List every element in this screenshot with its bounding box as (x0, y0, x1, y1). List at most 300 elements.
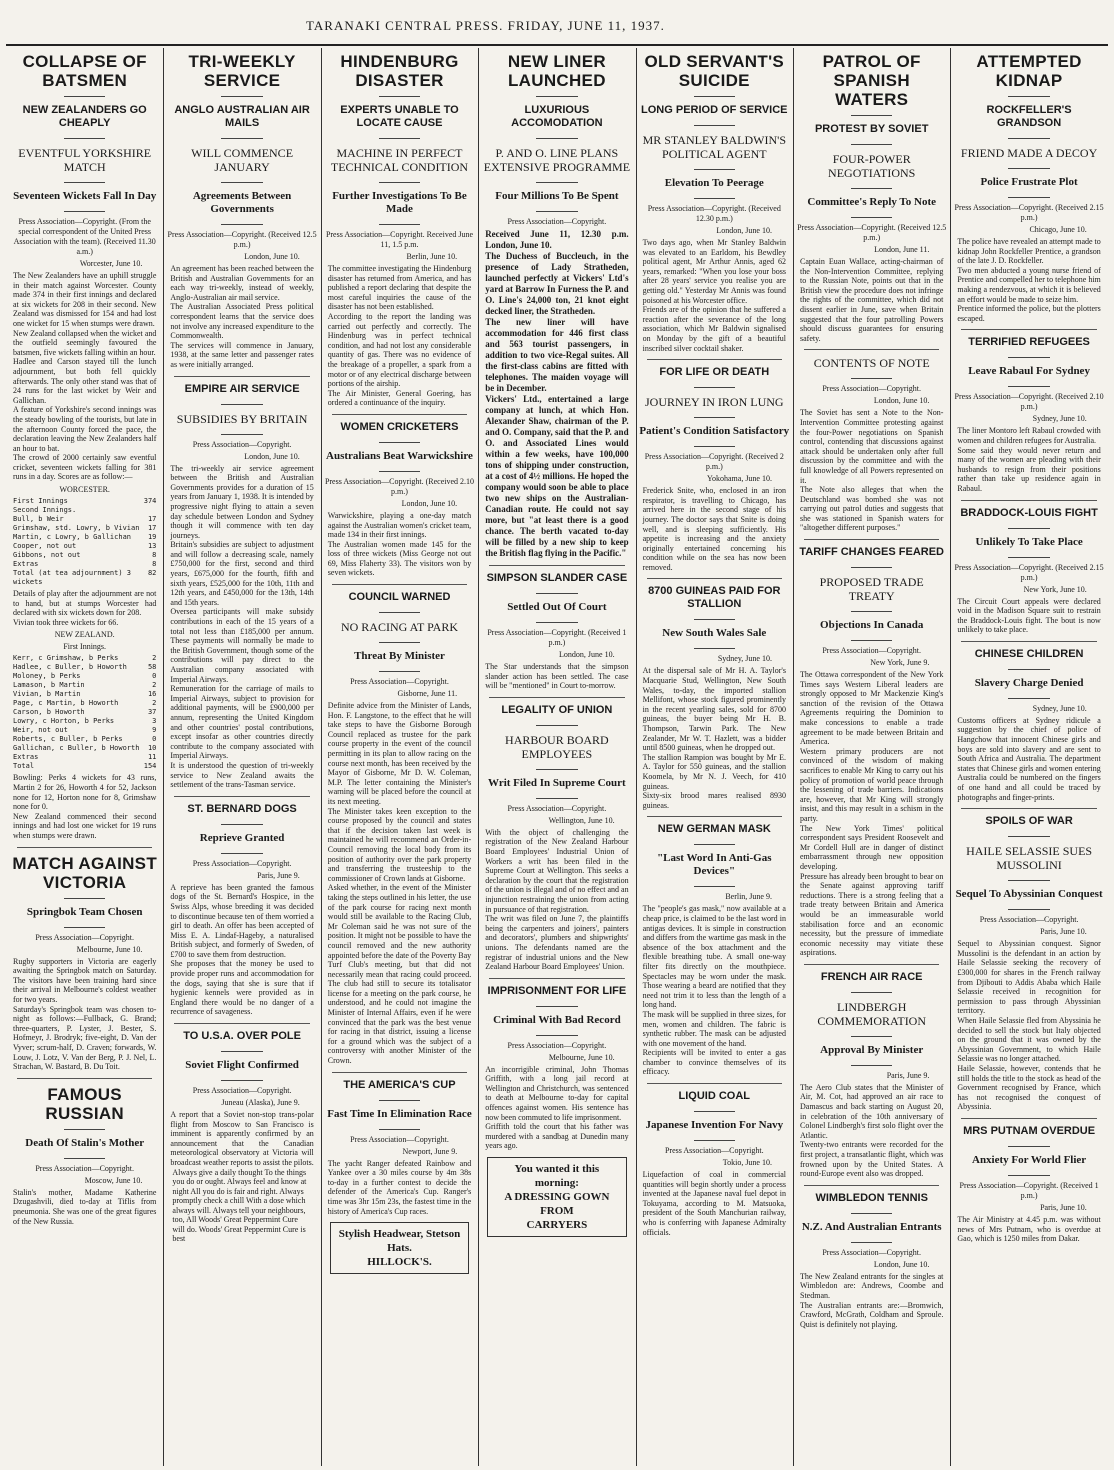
deck-headline: New South Wales Sale (662, 627, 767, 640)
score-row (13, 506, 156, 515)
divider (9, 178, 160, 186)
article-paragraph: At the dispersal sale of Mr H. A. Taylor's Macquarie Stud, Wellington, New South Wales, to-day, the imported stallion Mellifont, whose stock figured prominently in the recent yearling sales, sold for 8700 guineas, the buyer being Mr H. B. Thompson, Tarwin Park. The New Zealander, Mr W. T. Hazlett, was a bidder until 8500 guineas, when he dropped out. (642, 666, 786, 753)
section-label: WORCESTER. (59, 485, 110, 495)
score-value: 2 (152, 681, 157, 690)
column-2 (166, 48, 317, 1466)
subheadline: JOURNEY IN IRON LUNG (645, 395, 784, 410)
subheadline: LONG PERIOD OF SERVICE (641, 104, 788, 116)
deck-headline: Settled Out Of Court (507, 601, 607, 613)
divider (166, 220, 317, 228)
divider (324, 438, 475, 446)
score-label: Gallichan, c Buller, b Howorth (13, 744, 140, 753)
headline: ATTEMPTED KIDNAP (976, 52, 1082, 90)
article-paragraph: Received June 11, 12.30 p.m. London, June 10. (485, 229, 629, 250)
score-value: 16 (147, 690, 157, 699)
column-6 (796, 48, 947, 1466)
article-paragraph: The "people's gas mask," now available at a cheap price, is claimed to be the last word in antigas devices. It is simple in construction and differs from the wartime gas mask in the absence of the box attachment and the flexible breathing tube. A small one-way filter fits directly on the mouthpiece. Spectacles may be worn under the mask. Those wearing a beard are notified that they need not trim it to less than the length of a long hand. (642, 904, 786, 1010)
score-label: Extras (13, 753, 39, 762)
score-value: 8 (152, 560, 157, 569)
divider (953, 193, 1104, 201)
score-value: 8 (152, 551, 157, 560)
deck-headline: Seventeen Wickets Fall In Day (13, 190, 157, 202)
divider (796, 374, 947, 382)
ad-line: HILLOCK'S. (367, 1256, 432, 1269)
score-label: Hadlee, c Buller, b Howorth (13, 663, 127, 672)
byline: Press Association—Copyright. (192, 439, 292, 449)
column-rule (636, 48, 637, 1466)
article-paragraph: Vickers' Ltd., entertained a large company at lunch, at which Hon. Alexander Shaw, chairman of the P. and O. Company, said that the P. and O. and Associated Lines would within a few weeks, have 100,000 tons of shipping under construction, at a cost of 4½ millions. He hoped the company would soon be able to place two new ships on the Australian-Canadian route. He could not say more, but "at least there is a good chance. The berth vacated to-day will be filled by a new ship to keep the British flag flying in the Pacific." (485, 394, 629, 558)
divider (639, 1136, 790, 1144)
score-row (13, 497, 156, 506)
article-paragraph: The new liner will have accommodation for 446 first class and 563 tourist passengers, in addition to two vice-Regal suites. All the first-class cabins are fitted with telephones. The maiden voyage will be in December. (485, 317, 629, 393)
score-row (13, 663, 156, 672)
byline: Press Association—Copyright. (Received 2.15 p.m.) (954, 562, 1104, 582)
divider (324, 638, 475, 646)
article-paragraph: The Star understands that the simpson slander action has been settled. The case will be "mentioned" in Court to-morrow. (485, 662, 629, 691)
divider (481, 207, 632, 215)
divider (9, 1125, 160, 1133)
subheadline: CHINESE CHILDREN (974, 647, 1084, 660)
headline: COLLAPSE OF BATSMEN (22, 52, 147, 90)
subheadline: BRADDOCK-LOUIS FIGHT (960, 506, 1098, 519)
dateline: Paris, June 9. (257, 870, 300, 880)
divider (639, 413, 790, 421)
dateline: London, June 10. (716, 226, 772, 235)
article-paragraph: The yacht Ranger defeated Rainbow and Yankee over a 30 miles course by 4m 38s to-day in a further contest to decide the defender of the America's Cup. Ranger's time was 3hr 15m 23s, the fastest time in the history of America's Cup races. (327, 1158, 472, 1216)
article-paragraph: The services will commence in January, 1938, at the same letter and passenger rates as were initially arranged. (170, 340, 314, 369)
article-paragraph: The writ was filed on June 7, the plaintiffs being the carpenters and joiners', painters and decorators', plumbers and shipwrights' unions. The defendants named are the registrar of industrial unions and the New Zealand Harbour Board Employees' Union. (485, 914, 629, 972)
headline: TRI-WEEKLY SERVICE (188, 52, 296, 90)
article-paragraph: Remuneration for the carriage of mails to Imperial Airways, subject to provision for additional payments, will be £900,000 per annum, representing the United Kingdom and other countries' postal contributions, except insofar as other countries directly contribute to the company associated with Imperial Airways. (170, 684, 314, 761)
divider (639, 92, 790, 100)
subheadline: TARIFF CHANGES FEARED (799, 546, 945, 559)
subheadline: MRS PUTNAM OVERDUE (963, 1124, 1096, 1137)
divider (639, 383, 790, 391)
newspaper-page (6, 4, 1108, 1466)
article-paragraph: Haile Selassie, however, contends that he still holds the title to the stock as head of the Government recognised by France, which has not recognised the conquest of Abyssinia. (957, 1063, 1101, 1112)
divider (481, 134, 632, 142)
article-paragraph: New Zealand collapsed when the wicket and the outfield seemingly favoured the batsmen, five wickets falling within an hour. (13, 328, 157, 357)
subheadline: LUXURIOUS ACCOMODATION (511, 104, 603, 129)
subheadline: FOR LIFE OR DEATH (659, 366, 770, 379)
score-list (9, 654, 160, 771)
divider (166, 134, 317, 142)
dateline: Gisborne, June 11. (397, 689, 458, 699)
byline: Press Association—Copyright. (35, 932, 135, 942)
deck-headline: Death Of Stalin's Mother (25, 1136, 145, 1149)
divider (953, 665, 1104, 673)
article-paragraph: Two men abducted a young nurse friend of Prentice and compelled her to telephone him making a rendezvous, at which it is believed an effort would be made to seize him. (957, 265, 1101, 304)
section-rule (489, 978, 624, 979)
article-paragraph: The crowd of 2000 certainly saw eventful cricket, seventeen wickets falling for 381 runs in a day. Scores are as follow:— (13, 453, 157, 482)
score-value: 0 (152, 735, 157, 744)
deck-headline: Objections In Canada (820, 619, 924, 632)
column-rule (793, 48, 794, 1466)
column-rule (321, 48, 322, 1466)
deck-headline: Police Frustrate Plot (980, 176, 1078, 188)
byline: Press Association—Copyright. (507, 1040, 607, 1050)
section-rule (647, 578, 782, 579)
dateline: Sydney, June 10. (1032, 703, 1087, 713)
score-row (13, 533, 156, 542)
score-row (13, 753, 156, 762)
dateline: Sydney, June 10. (1032, 414, 1087, 424)
score-row (13, 672, 156, 681)
subheadline: NO RACING AT PARK (340, 620, 458, 635)
ad-line: You wanted it this morning: (514, 1163, 600, 1190)
dateline: London, June 10. (401, 498, 458, 508)
divider (324, 92, 475, 100)
column-4 (481, 48, 632, 1466)
score-value: 19 (147, 533, 157, 542)
byline: Press Association—Copyright. (Received 1 p.m.) (959, 1180, 1099, 1200)
score-label: Page, c Martin, b Howorth (13, 699, 119, 708)
article-paragraph: The police have revealed an attempt made to kidnap John Rockfeller Prentice, a grandson of the late J. D. Rockfeller. (957, 237, 1101, 266)
columns (6, 48, 1108, 1466)
divider (9, 923, 160, 931)
article-paragraph: Definite advice from the Minister of Lands, Hon. F. Langstone, to the effect that he will take steps to have the Gisborne Borough Council replaced as trustee for the park course property in the event of the council permitting in its plan to allow racing on the course next month, has been received by the Mayor of Gisborne, Mr D. W. Coleman, M.P. The letter containing the Minister's warning will be placed before the council at its next meeting. (327, 701, 472, 806)
article-paragraph: A reprieve has been granted the famous dogs of the St. Bernard's Hospice, in the Swiss Alps, whose breeding it was decided to discontinue because ten of them worried a girl to death. An offer has been accepted of Miss E. A. Lindaf-Hageby, a naturalised British subject, and formerly of Sweden, of £700 to save them from destruction. (170, 882, 314, 959)
article-paragraph: Some said they would never return and many of the women are pleading with their husbands to resign from their positions rather than take up residence again in Rabaul. (957, 445, 1101, 493)
byline: Press Association—Copyright. (Received 1 p.m.) (487, 628, 627, 647)
article-paragraph: Warwickshire, playing a one-day match against the Australian women's cricket team, made 134 in their first innings. (327, 510, 472, 540)
dateline: Sydney, June 10. (717, 654, 772, 664)
divider (796, 636, 947, 644)
score-row (13, 762, 156, 771)
article-paragraph: Liquefaction of coal in commercial quantities will begin shortly under a process invented at the Japanese naval fuel depot in Tokuyama, according to M. Matsuoka, president of the South Manchurian railway, who is conferring with Japanese Admiralty officials. (642, 1170, 786, 1237)
column-rule (478, 48, 479, 1466)
score-row (13, 654, 156, 663)
score-value: 11 (147, 753, 157, 762)
score-row (13, 551, 156, 560)
subheadline: NEW GERMAN MASK (657, 823, 771, 836)
byline: Press Association—Copyright. (979, 915, 1079, 925)
article-paragraph: An agreement has been reached between the British and Australian Governments for an each way tri-weekly, instead of weekly, Anglo-Australian air mail service. (170, 264, 314, 302)
score-label: Total (at tea adjournment) 3 wickets (13, 569, 132, 587)
divider (166, 178, 317, 186)
divider (166, 430, 317, 438)
deck-headline: Sequel To Abyssinian Conquest (955, 888, 1103, 901)
divider (953, 905, 1104, 913)
article-paragraph: Friends are of the opinion that he suffered a reaction after the severance of the long association, which Mr Baldwin signalised on Monday by the gift of a beautiful inscribed silver cocktail shaker. (642, 305, 786, 353)
score-value: 2 (152, 654, 157, 663)
section-rule (332, 584, 467, 585)
article-paragraph: Details of play after the adjournment are not to hand, but at stumps Worcester had declared with six wickets down for 208. (13, 589, 157, 618)
deck-headline: Australians Beat Warwickshire (326, 449, 473, 462)
section-rule (961, 808, 1096, 809)
article-paragraph: Griffith told the court that his father was murdered with a sandbag at Dunedin many years ago. (485, 1122, 629, 1151)
score-row (13, 524, 156, 533)
article-paragraph: The Note also alleges that when the Deutschland was bombed she was not carrying out patrol duties and suggests that she was stationed in Spanish waters for "altogether different purposes." (800, 485, 944, 533)
byline: Press Association—Copyright. (664, 1146, 764, 1156)
article-paragraph: The Ottawa correspondent of the New York Times says Western Liberal leaders are strongly opposed to Mr Mackenzie King's sanction of the revision of the Ottawa Agreements requiring the Dominion to make concessions to enable a trade agreement to be made between Britain and America. (800, 670, 944, 747)
score-label: Gibbons, not out (13, 551, 81, 560)
subheadline: EXPERTS UNABLE TO LOCATE CAUSE (340, 104, 459, 129)
subheadline: PROPOSED TRADE TREATY (819, 575, 924, 604)
subheadline: IMPRISONMENT FOR LIFE (487, 984, 627, 997)
headline: HINDENBURG DISASTER (340, 52, 459, 90)
divider (9, 134, 160, 142)
divider (166, 820, 317, 828)
divider (953, 164, 1104, 172)
divider (166, 400, 317, 408)
dateline: Berlin, June 10. (406, 252, 458, 261)
dateline: New York, June 10. (1023, 584, 1087, 594)
deck-headline: "Last Word In Anti-Gas Devices" (657, 852, 772, 878)
section-rule (647, 359, 782, 360)
divider (953, 92, 1104, 100)
byline: Press Association—Copyright. (192, 1086, 292, 1096)
article-paragraph: Vivian took three wickets for 66. (13, 617, 119, 627)
subheadline: LIQUID COAL (678, 1090, 751, 1103)
divider (953, 553, 1104, 561)
deck-headline: Threat By Minister (354, 650, 445, 663)
byline: Press Association—Copyright. (Received 12.30 p.m.) (647, 204, 781, 223)
dateline: London, June 10. (244, 451, 300, 461)
headline: OLD SERVANT'S SUICIDE (644, 52, 785, 90)
score-label: Extras (13, 560, 39, 569)
subheadline: FOUR-POWER NEGOTIATIONS (828, 152, 916, 180)
divider (953, 1171, 1104, 1179)
subheadline: COUNCIL WARNED (348, 591, 451, 604)
score-label: Cooper, not out (13, 542, 77, 551)
ad-line: Stylish Headwear, Stetson Hats. (338, 1228, 461, 1255)
divider (796, 111, 947, 119)
score-label: Grimshaw, std. Lowry, b Vivian (13, 524, 140, 533)
column-5 (639, 48, 790, 1466)
section-label: First Innings. (63, 642, 107, 652)
divider (324, 1096, 475, 1104)
score-row (13, 726, 156, 735)
advertisement (330, 1222, 469, 1274)
divider (481, 618, 632, 626)
byline: Press Association—Copyright. (350, 677, 449, 687)
ad-line: A DRESSING GOWN (504, 1191, 610, 1204)
deck-headline: Anxiety For World Flier (972, 1153, 1087, 1166)
score-label: Bull, b Weir (13, 515, 64, 524)
dateline: Newport, June 9. (402, 1146, 458, 1156)
article-paragraph: The Soviet has sent a Note to the Non-Intervention Committee protesting against the four-Power negotiations on Spanish control, contending that discussions against attack should be undertaken only after full discussion by the committee and with the full knowledge of all Powers represented on it. (800, 408, 944, 485)
article-paragraph: She proposes that the money be used to provide proper runs and accommodation for the dogs, saying that she is sure that if hygienic kennels were provided as in England there would be no danger of a recurrence of savageness. (170, 959, 314, 1017)
score-value: 2 (152, 699, 157, 708)
divider (324, 467, 475, 475)
byline: Press Association—Copyright. (Received 12.5 p.m.) (167, 230, 317, 249)
subheadline: FRENCH AIR RACE (820, 970, 923, 983)
deck-headline: Criminal With Bad Record (493, 1013, 621, 1026)
dateline: Moscow, June 10. (84, 1175, 143, 1185)
divider (953, 832, 1104, 840)
article-paragraph: The Australian Associated Press political correspondent learns that the service does not involve any increased expenditure to the Commonwealth. (170, 302, 314, 341)
masthead-text: TARANAKI CENTRAL PRESS. FRIDAY, JUNE 11, 1937. (306, 18, 665, 33)
subheadline: 8700 GUINEAS PAID FOR STALLION (648, 585, 781, 611)
divider (953, 353, 1104, 361)
subheadline: NEW ZEALANDERS GO CHEAPLY (22, 104, 147, 129)
deck-headline: Agreements Between Governments (192, 190, 292, 215)
ad-line: FROM (540, 1205, 574, 1218)
divider (953, 876, 1104, 884)
subheadline: SUBSIDIES BY BRITAIN (176, 411, 308, 426)
section-rule (17, 1078, 152, 1079)
divider (166, 1076, 317, 1084)
subheadline: HARBOUR BOARD EMPLOYEES (505, 732, 609, 761)
subheadline: LINDBERGH COMMEMORATION (817, 999, 927, 1028)
deck-headline: Four Millions To Be Spent (495, 190, 619, 202)
subheadline: MACHINE IN PERFECT TECHNICAL CONDITION (330, 146, 469, 174)
article-paragraph: Frederick Snite, who, enclosed in an iron respirator, is travelling to Chicago, has arrived here in the second stage of his journey. The doctor says that Snite is doing well, and is sleeping sufficiently. His appetite is increasing and the anxiety originally entertained concerning his condition while on the sea has now been removed. (642, 486, 786, 572)
dateline: Wellington, June 10. (548, 815, 615, 825)
dateline: Tokio, June 10. (722, 1158, 772, 1168)
article-paragraph: The Air Minister, General Goering, has ordered a continuance of the inquiry. (327, 388, 472, 408)
subheadline: SIMPSON SLANDER CASE (486, 572, 628, 584)
dateline: London, June 10. (559, 650, 615, 659)
score-row (13, 744, 156, 753)
section-rule (332, 1072, 467, 1073)
byline: Press Association—Copyright. (507, 217, 607, 226)
score-row (13, 699, 156, 708)
headline: PATROL OF SPANISH WATERS (822, 52, 921, 109)
dateline: Juneau (Alaska), June 9. (221, 1098, 300, 1108)
article-paragraph: Western primary producers are not convinced of the wisdom of making sacrifices to enable Mr King to carry out his policy of promotion of world peace through the lessening of trade barriers. Indications are, however, that Mr King will strongly insist, and this may result in a schism in the party. (800, 746, 944, 823)
dateline: London, June 10. (244, 252, 300, 261)
dateline: Berlin, June 9. (725, 892, 772, 902)
score-label: Total (13, 762, 35, 771)
divider (481, 178, 632, 186)
subheadline: MR STANLEY BALDWIN'S POLITICAL AGENT (642, 133, 786, 161)
section-label: NEW ZEALAND. (54, 630, 115, 640)
score-value: 82 (147, 569, 157, 578)
article-paragraph: With the object of challenging the registration of the New Zealand Harbour Board Employees' Industrial Union of Workers a writ has been filed in the Supreme Court at Wellington. This seeks a declaration by the court that the registration of the union is illegal and of no effect and an injunction restraining the union from acting in pursuance of that registration. (485, 827, 629, 914)
score-label: Kerr, c Grimshaw, b Perks (13, 654, 119, 663)
column-3 (324, 48, 475, 1466)
divider (796, 1238, 947, 1246)
divider (481, 794, 632, 802)
divider (324, 134, 475, 142)
score-list (9, 497, 160, 587)
byline: Press Association—Copyright. (Received 2.10 p.m.) (324, 476, 475, 496)
score-label: Weir, not out (13, 726, 68, 735)
subheadline: EVENTFUL YORKSHIRE MATCH (18, 146, 152, 174)
score-label: Carson, b Howorth (13, 708, 85, 717)
score-row (13, 542, 156, 551)
score-row (13, 560, 156, 569)
article-paragraph: New Zealand commenced their second innings and had lost one wicket for 19 runs when stumps were drawn. (13, 811, 157, 840)
byline: Press Association—Copyright. (Received 12.5 p.m.) (797, 223, 947, 242)
subheadline: ANGLO AUSTRALIAN AIR MAILS (174, 104, 310, 129)
score-row (13, 735, 156, 744)
column-1 (9, 48, 160, 1466)
column-7 (953, 48, 1104, 1466)
column-rule (950, 48, 951, 1466)
section-rule (174, 796, 309, 797)
subheadline: PROTEST BY SOVIET (814, 123, 929, 135)
article-paragraph: An incorrigible criminal, John Thomas Griffith, with a long jail record at Wellington and Christchurch, was sentenced to death at Melbourne to-day for capital offences against women. His sentence has now been commuted to life imprisonment. (485, 1064, 629, 1122)
divider (639, 882, 790, 890)
score-label: Moloney, b Perks (13, 672, 81, 681)
deck-headline: Further Investigations To Be Made (332, 190, 467, 215)
section-rule (647, 816, 782, 817)
score-value: 3 (152, 717, 157, 726)
deck-headline: Elevation To Peerage (664, 177, 764, 189)
score-label: First Innings (13, 497, 68, 506)
score-row (13, 569, 156, 587)
score-row (13, 708, 156, 717)
divider (481, 92, 632, 100)
section-rule (174, 1023, 309, 1024)
article-paragraph: The New Zealand entrants for the singles at Wimbledon are: Andrews, Coombe and Stedman. (800, 1271, 944, 1300)
article-paragraph: Sixty-six brood mares realised 8930 guineas. (642, 791, 786, 810)
byline: Press Association—Copyright. (192, 858, 292, 868)
subheadline: SPOILS OF WAR (985, 815, 1073, 828)
subheadline: P. AND O. LINE PLANS EXTENSIVE PROGRAMME (483, 146, 631, 174)
headline: MATCH AGAINST VICTORIA (12, 853, 157, 892)
score-value: 13 (147, 542, 157, 551)
subheadline: WIMBLEDON TENNIS (815, 1191, 928, 1204)
subheadline: ST. BERNARD DOGS (187, 802, 297, 815)
score-value: 10 (147, 744, 157, 753)
byline: Press Association—Copyright. (822, 384, 922, 394)
article-paragraph: Saturday's Springbok team was chosen to-night as follows:—Fullback, G. Brand; three-quarters, P. Lyster, J. Bester, S. Hofmeyr, J. Brodryk; five-eight, D. Van der Vyver; scrum-half, D. Craven; forwards, W. Louw, J. Lotz, V. Van der Berg, P. J. Nel, L. Strachan, W. Bastard, B. Du Toit. (13, 1004, 157, 1072)
section-rule (489, 565, 624, 566)
article-paragraph: The Minister takes keen exception to the course proposed by the council and states that if the decision taken last week is maintained he will recommend an Order-in-Council removing the local body from its position of authority over the park property and transferring the trusteeship to the commissioner of Crown lands at Gisborne. (327, 806, 472, 883)
article-paragraph: Hadlee and Carson stayed till the lunch adjournment, but both fell quickly afterwards. The only other stand was that of 24 runs for the last wicket by Weir and Gallichan. (13, 357, 157, 405)
article-paragraph: Twenty-two entrants were recorded for the first project, a transatlantic flight, which was frowned upon by the United States. A round-Europe event also was dropped. (800, 1140, 944, 1179)
article-paragraph: The New Zealanders have an uphill struggle in their match against Worcester. County made 374 in their first innings and declared at six wickets for 208 in their second. New Zealand was dismissed for 154 and had lost one wicket for 15 when stumps were drawn. (13, 271, 157, 328)
byline: Press Association—Copyright. (From the special correspondent of the United Press Association with the team). (Received 11.30 a.m.) (13, 217, 156, 256)
divider (9, 894, 160, 902)
section-rule (961, 500, 1096, 501)
dateline: Melbourne, June 10. (76, 944, 143, 954)
article-paragraph: The mask will be supplied in three sizes, for men, women and children. The fabric is synthetic rubber. The mask can be adjusted with one movement of the hand. (642, 1009, 786, 1048)
divider (639, 644, 790, 652)
divider (9, 1154, 160, 1162)
byline: Press Association—Copyright. (35, 1163, 135, 1173)
deck-headline: Leave Rabaul For Sydney (968, 365, 1090, 378)
deck-headline: Unlikely To Take Place (975, 535, 1083, 548)
subheadline: THE AMERICA'S CUP (343, 1078, 456, 1091)
article-paragraph: Oversea participants will make subsidy contributions in each of the 15 years of a total not less than £185,000 per annum. These payments will normally be made to the British Government, though some of the contributions will pay direct to the Australian company associated with Imperial Airways. (170, 607, 314, 684)
section-rule (804, 349, 939, 350)
byline: Press Association—Copyright. (822, 1247, 922, 1257)
section-rule (804, 1185, 939, 1186)
dateline: Chicago, June 10. (1029, 225, 1087, 234)
deck-headline: Japanese Invention For Navy (645, 1119, 784, 1132)
subheadline: TO U.S.A. OVER POLE (183, 1030, 301, 1043)
article-paragraph: Pressure has already been brought to bear on the Senate against approving tariff reductions. There is a strong feeling that a trade treaty between Britain and America would be an immeasurable world stabilisation force and an economic necessity, but the pressure of immediate economic necessity may vitiate these aspirations. (800, 871, 944, 958)
score-value: 154 (143, 762, 157, 771)
score-label: Roberts, c Buller, b Perks (13, 735, 123, 744)
divider (796, 213, 947, 221)
divider (9, 92, 160, 100)
score-row (13, 515, 156, 524)
score-label: Lowry, c Horton, b Perks (13, 717, 115, 726)
article-paragraph: Sequel to Abyssinian conquest. Signor Mussolini is the defendant in an action by Haile Selassie seeking the recovery of £300,000 for shares in the French railway from Djibouti to Addis Ababa which Haile Selassie received in recognition for permission to pass through Abyssinian territory. (957, 939, 1101, 1016)
advertisement (487, 1157, 626, 1237)
article-paragraph: The stallion Rampion was bought by Mr E. A. Taylor for 550 guineas, and the stallion Koomela, by Mr N. J. Veech, for 410 guineas. (642, 752, 786, 791)
byline: Press Association—Copyright. (Received 2.15 p.m.) (954, 203, 1104, 222)
divider (639, 121, 790, 129)
dateline: Melbourne, June 10. (548, 1052, 615, 1062)
divider (953, 134, 1104, 142)
article-paragraph: A report that a Soviet non-stop trans-polar flight from Moscow to San Francisco is imminent is apparently confirmed by an announcement that the Canadian meteorological observatory at Victoria will broadcast weather reports to assist the pilots. (170, 1110, 314, 1167)
score-label: Second Innings. (13, 506, 77, 515)
section-rule (804, 539, 939, 540)
subheadline: CONTENTS OF NOTE (813, 356, 930, 371)
article-paragraph: The Circuit Court appeals were declared void in the Madison Square suit to restrain the Braddock-Louis fight. The bout is now unlikely to take place. (957, 596, 1101, 635)
article-paragraph: The Australian women made 145 for the loss of three wickets (Miss George not out 69, Miss Flaherty 33). The visitors won by seven wickets. (327, 539, 472, 578)
divider (324, 178, 475, 186)
article-paragraph: Captain Euan Wallace, acting-chairman of the Non-Intervention Committee, replying to the Russian Note, points out that in the British view the procedure does not infringe the rights of the committee, which did not dissent earlier in June, save when Britain suggested that the four patrolling Powers should discuss guarantees for ensuring safety. (800, 257, 944, 343)
divider (481, 589, 632, 597)
